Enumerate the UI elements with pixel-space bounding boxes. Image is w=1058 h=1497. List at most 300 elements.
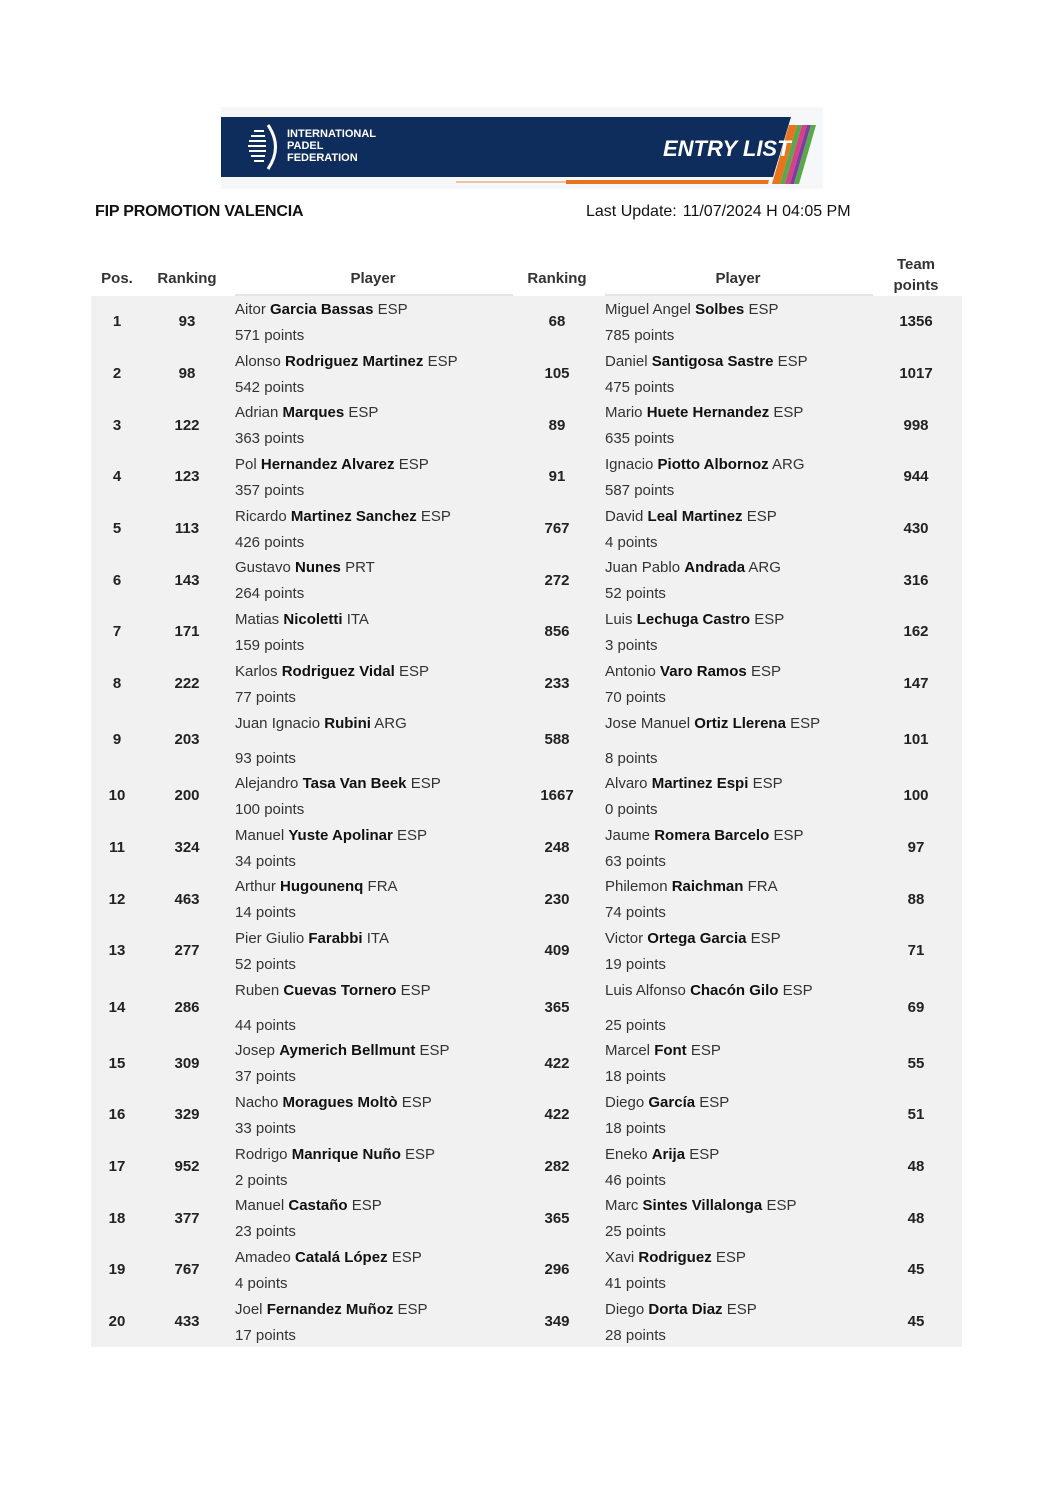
player2 (605, 1192, 875, 1244)
player2-ranking: 89 (548, 416, 566, 434)
player2-first-name: David (605, 507, 644, 525)
player2-points: 587 points (605, 482, 675, 500)
player2 (605, 710, 875, 771)
player2-points: 0 points (605, 801, 658, 818)
header-player-2: Player (715, 270, 761, 287)
player1-points: 100 points (235, 801, 305, 818)
team-points: 430 (903, 520, 929, 538)
player1 (235, 658, 525, 710)
position: 7 (112, 623, 122, 641)
position: 14 (108, 998, 126, 1016)
player2-name (605, 663, 781, 681)
position: 20 (108, 1313, 126, 1331)
entry-list-banner (221, 107, 823, 189)
player2 (605, 503, 875, 555)
player2-nationality: ESP (699, 1093, 730, 1111)
player2-ranking: 409 (544, 942, 570, 960)
player2-points: 3 points (605, 637, 658, 655)
player1-last-name: Moragues Moltò (282, 1093, 398, 1111)
player1-nationality: ESP (419, 1042, 450, 1060)
table-row (91, 399, 962, 451)
player2-nationality: FRA (747, 878, 778, 896)
player1-first-name: Nacho (235, 1093, 279, 1111)
player1-last-name: Catalá López (295, 1249, 388, 1266)
team-points: 48 (907, 1157, 925, 1175)
player1-nationality: ITA (346, 611, 369, 629)
player2-nationality: ESP (715, 1249, 746, 1266)
player1-name (235, 353, 458, 371)
player2-points: 18 points (605, 1068, 666, 1086)
player1-first-name: Ruben (235, 981, 280, 999)
table-row (91, 1192, 962, 1244)
header-ranking-2: Ranking (527, 270, 587, 287)
header-team-points-line1: Team (896, 256, 936, 273)
player1-points: 4 points (235, 1275, 288, 1292)
player1 (235, 873, 525, 925)
player2-first-name: Marc (605, 1197, 639, 1215)
player1 (235, 710, 525, 771)
player1-points: 571 points (235, 327, 305, 344)
player1-nationality: FRA (367, 878, 398, 896)
player2-ranking: 296 (544, 1261, 570, 1279)
player2-name (605, 611, 784, 629)
position: 9 (112, 731, 122, 749)
player2-last-name: Rodriguez (638, 1249, 712, 1266)
player1-last-name: Farabbi (308, 930, 363, 948)
player1-nationality: ESP (420, 507, 451, 525)
banner-title: ENTRY LIST (663, 136, 791, 161)
player2-ranking: 422 (544, 1106, 570, 1124)
position: 1 (112, 313, 122, 331)
player2 (605, 1037, 875, 1089)
player1-points: 426 points (235, 533, 305, 551)
team-points: 48 (907, 1209, 925, 1227)
player2-first-name: Victor (605, 930, 644, 948)
player1-first-name: Aitor (235, 301, 266, 318)
player2-last-name: Piotto Albornoz (657, 456, 769, 474)
player1-nationality: ESP (405, 1145, 436, 1163)
player2-last-name: Santigosa Sastre (651, 352, 774, 370)
player1 (235, 1244, 525, 1296)
team-points: 100 (903, 787, 929, 805)
player2-nationality: ESP (773, 826, 804, 844)
player1-ranking: 433 (174, 1313, 200, 1331)
player2-name (605, 1042, 721, 1060)
team-points: 1017 (899, 365, 933, 383)
player1 (235, 296, 525, 348)
player1-last-name: Castaño (288, 1197, 348, 1215)
player2 (605, 1296, 875, 1348)
player1-ranking: 377 (174, 1209, 200, 1227)
player1-points: 14 points (235, 904, 296, 922)
team-points: 998 (903, 416, 929, 434)
player1-ranking: 222 (174, 675, 200, 693)
player1-nationality: ITA (366, 930, 389, 948)
player1-name (235, 982, 431, 1000)
player1-last-name: Aymerich Bellmunt (279, 1042, 416, 1060)
player2-name (605, 1094, 729, 1112)
player2-nationality: ESP (726, 1300, 757, 1318)
player1-points: 17 points (235, 1326, 296, 1344)
position: 5 (112, 520, 122, 538)
player2-points: 25 points (605, 1016, 666, 1034)
team-points: 101 (903, 731, 929, 749)
entry-list-table (91, 250, 962, 1347)
player1-first-name: Ricardo (235, 507, 287, 525)
last-update-value: 11/07/2024 H 04:05 PM (682, 203, 851, 220)
player1-first-name: Manuel (235, 1197, 285, 1215)
player1-points: 33 points (235, 1119, 296, 1137)
player2 (605, 873, 875, 925)
player2-points: 25 points (605, 1223, 666, 1241)
banner-graphic (221, 107, 823, 189)
table-row (91, 451, 962, 503)
player2-name (605, 353, 808, 371)
player2-name (605, 1146, 719, 1164)
position: 3 (112, 416, 122, 434)
player2-last-name: Leal Martinez (647, 507, 743, 525)
player2 (605, 554, 875, 606)
player2-name (605, 1301, 757, 1319)
player2-nationality: ESP (773, 404, 804, 422)
player1-points: 357 points (235, 482, 305, 500)
table-row (91, 554, 962, 606)
player1-nationality: PRT (345, 559, 375, 577)
player2-points: 8 points (605, 749, 658, 767)
player1-ranking: 122 (174, 416, 200, 434)
player2-last-name: Arija (651, 1145, 686, 1163)
player1-name (235, 1249, 422, 1267)
player1-first-name: Alejandro (235, 775, 299, 792)
player1-nationality: ESP (351, 1197, 382, 1215)
team-points: 55 (907, 1054, 925, 1072)
player2-first-name: Luis (605, 611, 633, 629)
player1-last-name: Rodriguez Vidal (281, 662, 395, 680)
player2-last-name: Romera Barcelo (654, 826, 770, 844)
table-row (91, 348, 962, 400)
player1 (235, 503, 525, 555)
player1-last-name: Tasa Van Beek (302, 775, 407, 792)
player1-first-name: Matias (235, 611, 280, 629)
player1 (235, 348, 525, 400)
player2-ranking: 68 (548, 313, 566, 331)
player1 (235, 1037, 525, 1089)
player2 (605, 399, 875, 451)
player1-points: 542 points (235, 378, 305, 396)
player1-name (235, 878, 398, 896)
org-name-line2: PADEL (287, 140, 324, 152)
player2-last-name: Raichman (671, 878, 744, 896)
player1-ranking: 171 (174, 623, 200, 641)
player2-nationality: ESP (746, 507, 777, 525)
player2-first-name: Ignacio (605, 456, 654, 474)
player1-points: 34 points (235, 852, 296, 870)
position: 15 (108, 1054, 126, 1072)
table-row (91, 1089, 962, 1141)
player1-nationality: ESP (398, 456, 429, 474)
player1-points: 93 points (235, 749, 296, 767)
position: 18 (108, 1209, 126, 1227)
player2-first-name: Luis Alfonso (605, 981, 686, 999)
player1-first-name: Alonso (235, 352, 281, 370)
player2-name (605, 982, 813, 1000)
player1 (235, 606, 525, 658)
position: 12 (108, 890, 126, 908)
player2-points: 19 points (605, 956, 666, 974)
player2-ranking: 365 (544, 1209, 570, 1227)
team-points: 97 (907, 839, 925, 857)
player2-first-name: Eneko (605, 1145, 648, 1163)
team-points: 45 (907, 1313, 925, 1331)
player2-points: 18 points (605, 1119, 666, 1137)
player1-name (235, 663, 429, 681)
player2-ranking: 230 (544, 890, 570, 908)
position: 11 (109, 839, 125, 857)
player1-points: 23 points (235, 1223, 296, 1241)
table-body (91, 296, 962, 1347)
player1-name (235, 559, 375, 577)
team-points: 88 (907, 890, 925, 908)
player2-first-name: Daniel (605, 352, 648, 370)
player1 (235, 1089, 525, 1141)
table-row (91, 822, 962, 874)
player1-nationality: ESP (391, 1249, 422, 1266)
player1-last-name: Yuste Apolinar (288, 826, 393, 844)
player2-first-name: Miguel Angel (605, 301, 691, 318)
team-points: 316 (903, 571, 929, 589)
player1 (235, 1192, 525, 1244)
player2-nationality: ESP (689, 1145, 720, 1163)
player2-last-name: Ortega Garcia (647, 930, 747, 948)
table-row (91, 503, 962, 555)
player1 (235, 822, 525, 874)
player1-first-name: Amadeo (235, 1249, 291, 1266)
player2-ranking: 349 (544, 1313, 570, 1331)
player1-last-name: Rubini (324, 714, 371, 732)
player1-ranking: 277 (174, 942, 200, 960)
player1-first-name: Rodrigo (235, 1145, 288, 1163)
team-points: 147 (903, 675, 929, 693)
org-name-line1: INTERNATIONAL (287, 128, 377, 140)
player2-name (605, 559, 781, 577)
table-row (91, 1141, 962, 1193)
player2-first-name: Jose Manuel (605, 714, 691, 732)
player2-ranking: 282 (544, 1157, 570, 1175)
player2-last-name: Font (654, 1042, 687, 1060)
header-ranking-1: Ranking (157, 270, 217, 287)
player2-nationality: ESP (750, 930, 781, 948)
header-pos: Pos. (101, 270, 133, 287)
player2 (605, 925, 875, 977)
player2-ranking: 1667 (540, 787, 574, 805)
player2 (605, 1141, 875, 1193)
player1-ranking: 324 (174, 839, 200, 857)
player1 (235, 451, 525, 503)
player2-points: 785 points (605, 327, 675, 344)
player1-nationality: ESP (398, 662, 429, 680)
team-points: 71 (907, 942, 925, 960)
player1-last-name: Cuevas Tornero (283, 981, 397, 999)
player1-name (235, 301, 408, 319)
player2-nationality: ESP (777, 352, 808, 370)
player2-nationality: ARG (748, 559, 781, 577)
player1-nationality: ESP (401, 1093, 432, 1111)
player1-points: 363 points (235, 430, 305, 448)
player1-points: 44 points (235, 1016, 296, 1034)
player1 (235, 925, 525, 977)
player2-nationality: ESP (782, 981, 813, 999)
player2-nationality: ESP (752, 775, 783, 792)
position: 10 (108, 787, 126, 805)
player1-name (235, 715, 407, 733)
event-title: FIP PROMOTION VALENCIA (95, 203, 304, 220)
player1 (235, 1296, 525, 1348)
table-row (91, 770, 962, 822)
player2 (605, 451, 875, 503)
player1-points: 264 points (235, 585, 305, 603)
player1 (235, 1141, 525, 1193)
player1 (235, 554, 525, 606)
last-update (586, 203, 857, 221)
player1-last-name: Fernandez Muñoz (266, 1300, 394, 1318)
player2 (605, 1089, 875, 1141)
table-row (91, 977, 962, 1038)
table-row (91, 710, 962, 771)
player1-last-name: Martinez Sanchez (290, 507, 417, 525)
header-team-points-line2: points (893, 277, 939, 294)
player1-ranking: 93 (178, 313, 196, 331)
table-header (91, 250, 962, 296)
header-player-1: Player (350, 270, 396, 287)
table-row (91, 925, 962, 977)
player2-last-name: Dorta Diaz (648, 1300, 723, 1318)
player2-name (605, 827, 803, 845)
player2-first-name: Diego (605, 1300, 645, 1318)
team-points: 69 (907, 998, 925, 1016)
player2-last-name: Solbes (695, 301, 745, 318)
player1-points: 52 points (235, 956, 296, 974)
table-row (91, 1037, 962, 1089)
player1 (235, 399, 525, 451)
banner-orange-stripe (566, 180, 769, 184)
player2 (605, 348, 875, 400)
player1-nationality: ESP (397, 1300, 428, 1318)
player2-ranking: 105 (544, 365, 570, 383)
player2-ranking: 767 (544, 520, 570, 538)
player2-points: 28 points (605, 1326, 666, 1344)
player2-name (605, 301, 778, 319)
player1-first-name: Manuel (235, 826, 285, 844)
player1-first-name: Gustavo (235, 559, 291, 577)
player1-nationality: ESP (410, 775, 441, 792)
player2-first-name: Antonio (605, 662, 656, 680)
player1-points: 77 points (235, 688, 296, 706)
player1-name (235, 1042, 450, 1060)
position: 16 (108, 1106, 126, 1124)
player2-nationality: ESP (766, 1197, 797, 1215)
position: 8 (112, 675, 122, 693)
team-points: 45 (907, 1261, 925, 1279)
player1-ranking: 767 (174, 1261, 200, 1279)
player2-points: 635 points (605, 430, 675, 448)
player2-name (605, 508, 777, 526)
player2-name (605, 1197, 796, 1215)
player1-name (235, 1094, 432, 1112)
team-points: 1356 (899, 313, 933, 331)
player1-name (235, 456, 429, 474)
player1-first-name: Joel (235, 1300, 263, 1318)
player2-last-name: Huete Hernandez (646, 404, 770, 422)
player2 (605, 1244, 875, 1296)
player1-name (235, 1301, 428, 1319)
player2-ranking: 422 (544, 1054, 570, 1072)
player1-nationality: ESP (377, 301, 408, 318)
player2-last-name: Lechuga Castro (636, 611, 751, 629)
player2-ranking: 248 (544, 839, 570, 857)
player1-name (235, 1146, 435, 1164)
player2-first-name: Juan Pablo (605, 559, 681, 577)
player2-ranking: 91 (548, 468, 566, 486)
player2-last-name: García (648, 1093, 696, 1111)
player2-ranking: 365 (544, 998, 570, 1016)
player2-nationality: ESP (750, 662, 781, 680)
position: 13 (108, 942, 126, 960)
table-row (91, 658, 962, 710)
player1-ranking: 143 (174, 571, 200, 589)
player1-first-name: Karlos (235, 662, 278, 680)
player1-first-name: Pier Giulio (235, 930, 305, 948)
player2-first-name: Jaume (605, 826, 651, 844)
player1-ranking: 952 (174, 1157, 200, 1175)
player2-nationality: ESP (754, 611, 785, 629)
player2-points: 74 points (605, 904, 666, 922)
player1-points: 37 points (235, 1068, 296, 1086)
player2-first-name: Alvaro (605, 775, 648, 792)
player2-first-name: Philemon (605, 878, 668, 896)
player1-nationality: ESP (348, 404, 379, 422)
position: 19 (108, 1261, 126, 1279)
player2 (605, 296, 875, 348)
player2-points: 41 points (605, 1275, 666, 1292)
player1-nationality: ESP (400, 981, 431, 999)
player2-points: 70 points (605, 688, 666, 706)
player2 (605, 822, 875, 874)
team-points: 944 (903, 468, 929, 486)
player1-first-name: Juan Ignacio (235, 714, 321, 732)
player1-name (235, 611, 369, 629)
player1-points: 2 points (235, 1171, 288, 1189)
player2 (605, 606, 875, 658)
player1-name (235, 508, 451, 526)
player1-name (235, 827, 427, 845)
player2-ranking: 233 (544, 675, 570, 693)
player2 (605, 977, 875, 1038)
player1-ranking: 463 (174, 890, 200, 908)
player2-last-name: Chacón Gilo (690, 981, 779, 999)
player2-nationality: ARG (771, 456, 805, 474)
player1-last-name: Hernandez Alvarez (260, 456, 395, 474)
player2-nationality: ESP (790, 714, 821, 732)
player1-ranking: 203 (174, 731, 200, 749)
player2-last-name: Martinez Espi (651, 775, 749, 792)
player1-name (235, 775, 441, 793)
player2 (605, 770, 875, 822)
player1-ranking: 329 (174, 1106, 200, 1124)
player2-first-name: Xavi (605, 1249, 635, 1266)
player1-name (235, 1197, 382, 1215)
player2-first-name: Mario (605, 404, 643, 422)
player1-ranking: 200 (174, 787, 200, 805)
